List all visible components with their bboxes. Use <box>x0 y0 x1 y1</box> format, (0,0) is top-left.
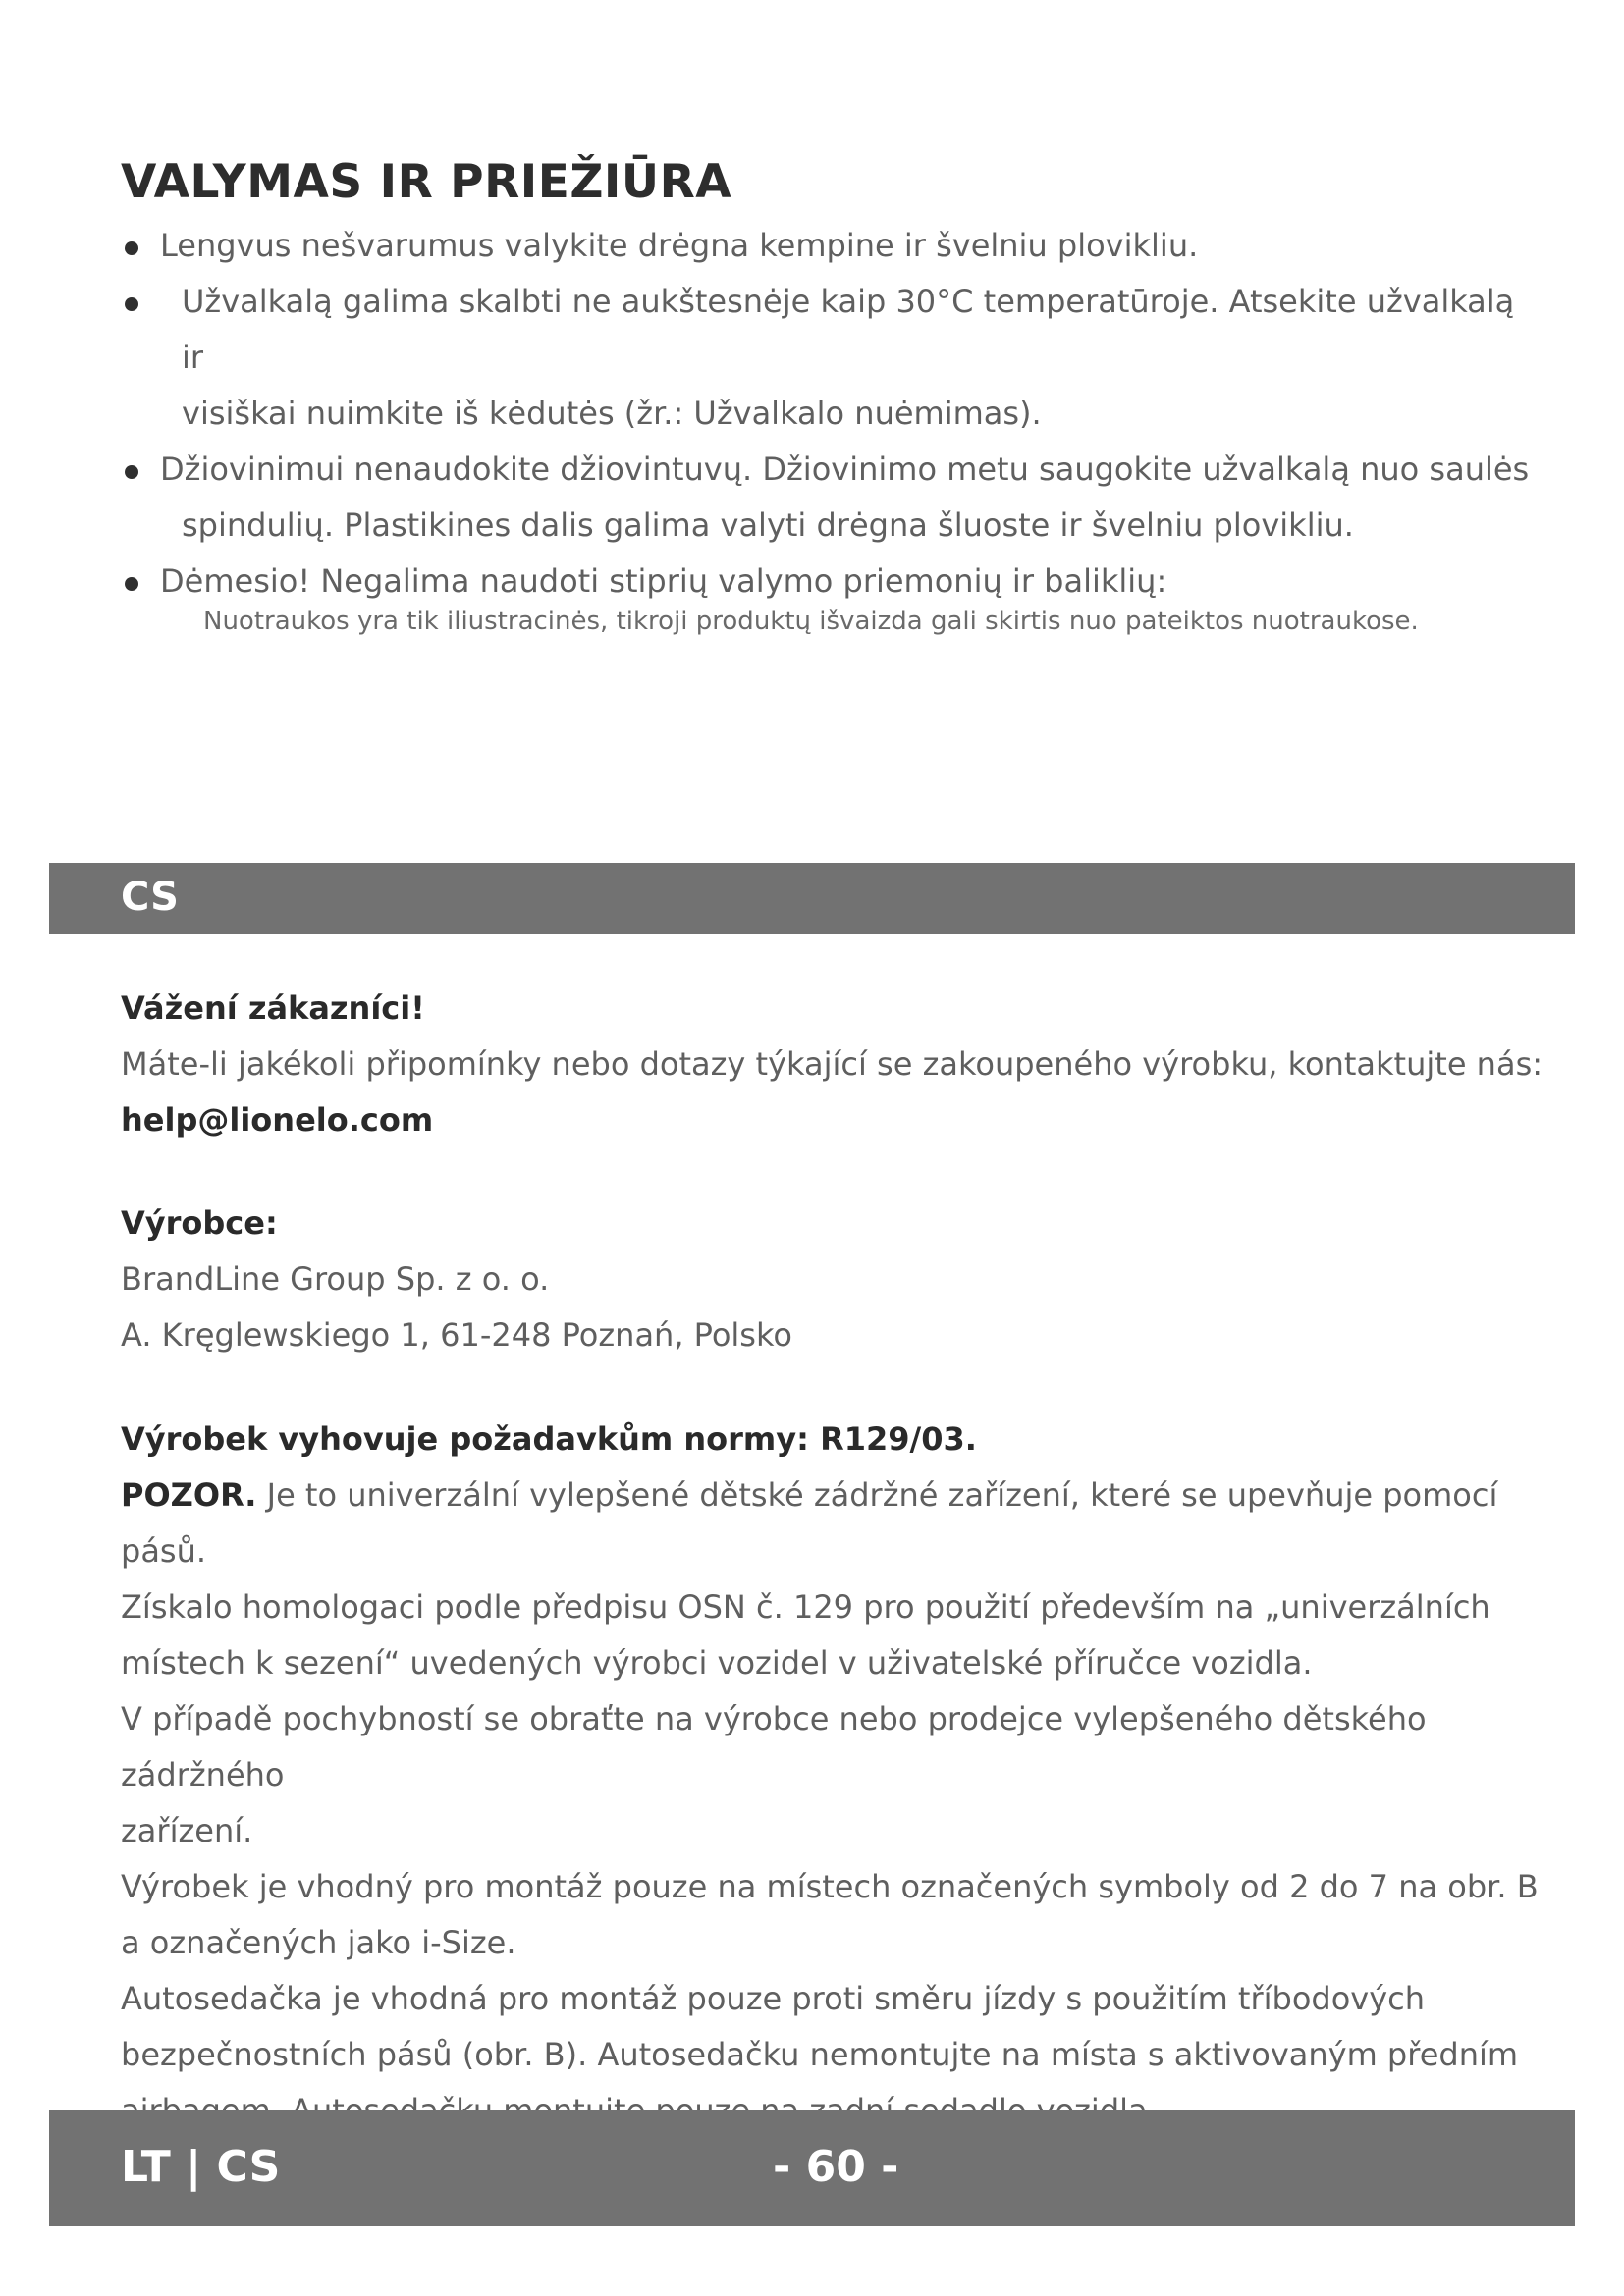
manufacturer-label: Výrobce: <box>121 1204 278 1242</box>
contact-email: help@lionelo.com <box>121 1101 434 1139</box>
bullet-item <box>121 442 1535 554</box>
language-band-cs <box>49 863 1575 934</box>
language-label: CS <box>121 875 179 920</box>
bullet-text: Lengvus nešvarumus valykite drėgna kempine ir švelniu plovikliu. <box>160 227 1199 264</box>
bullet-item <box>121 218 1535 274</box>
seat-text-line: bezpečnostních pásů (obr. B). Autosedačku nemontujte na místa s aktivovaným předním <box>121 2036 1519 2073</box>
greeting: Vážení zákazníci! <box>121 989 425 1027</box>
warning-paragraph <box>121 1468 1544 1579</box>
warning-label: POZOR. <box>121 1476 257 1514</box>
bullet-dot-icon <box>125 577 138 591</box>
bullet-item <box>121 274 1535 442</box>
seat-text-line: Autosedačka je vhodná pro montáž pouze proti směru jízdy s použitím tříbodových <box>121 1980 1426 2017</box>
norm-heading: Výrobek vyhovuje požadavkům normy: R129/03. <box>121 1420 977 1458</box>
manufacturer-section <box>121 1196 1544 1363</box>
bullet-text: Džiovinimui nenaudokite džiovintuvų. Džiovinimo metu saugokite užvalkalą nuo saulės <box>160 451 1530 488</box>
page-footer <box>49 2110 1575 2226</box>
doubt-text-line: zařízení. <box>121 1812 253 1849</box>
bullet-dot-icon <box>125 297 138 311</box>
mount-text-line: a označených jako i-Size. <box>121 1924 516 1961</box>
bullet-text: Užvalkalą galima skalbti ne aukštesnėje kaip 30°C temperatūroje. Atsekite užvalkalą ir <box>182 283 1515 376</box>
warning-text-line: místech k sezení“ uvedených výrobci vozidel v uživatelské příručce vozidla. <box>121 1644 1313 1682</box>
bullet-text-continued: visiškai nuimkite iš kėdutės (žr.: Užvalkalo nuėmimas). <box>182 395 1042 432</box>
bullet-text-continued: spindulių. Plastikines dalis galima valyti drėgna šluoste ir švelniu plovikliu. <box>182 507 1354 544</box>
customer-contact-section <box>121 981 1544 1148</box>
contact-text: Máte-li jakékoli připomínky nebo dotazy týkající se zakoupeného výrobku, kontaktujte nás: <box>121 1045 1543 1083</box>
mount-text-line: Výrobek je vhodný pro montáž pouze na místech označených symboly od 2 do 7 na obr. B <box>121 1868 1539 1905</box>
manufacturer-address: A. Kręglewskiego 1, 61-248 Poznań, Polsko <box>121 1316 792 1354</box>
warning-text: Je to univerzální vylepšené dětské zádržné zařízení, které se upevňuje pomocí pásů. <box>121 1476 1498 1570</box>
manufacturer-name: BrandLine Group Sp. z o. o. <box>121 1260 550 1298</box>
photo-disclaimer: Nuotraukos yra tik iliustracinės, tikroji produktų išvaizda gali skirtis nuo pateiktos nuotraukose. <box>203 607 1419 636</box>
bullet-dot-icon <box>125 465 138 479</box>
warning-text-line: Získalo homologaci podle předpisu OSN č. 129 pro použití především na „univerzálních <box>121 1588 1490 1626</box>
bullet-dot-icon <box>125 241 138 255</box>
cleaning-bullet-list <box>121 218 1535 610</box>
norm-warning-section <box>121 1412 1544 2139</box>
page-number: - 60 - <box>773 2142 899 2192</box>
bullet-item <box>121 554 1535 610</box>
section-heading-lt: VALYMAS IR PRIEŽIŪRA <box>121 155 732 209</box>
bullet-text: Dėmesio! Negalima naudoti stiprių valymo priemonių ir baliklių: <box>160 562 1167 600</box>
doubt-text-line: V případě pochybností se obraťte na výrobce nebo prodejce vylepšeného dětského zádržného <box>121 1700 1427 1793</box>
footer-languages: LT | CS <box>121 2142 281 2192</box>
